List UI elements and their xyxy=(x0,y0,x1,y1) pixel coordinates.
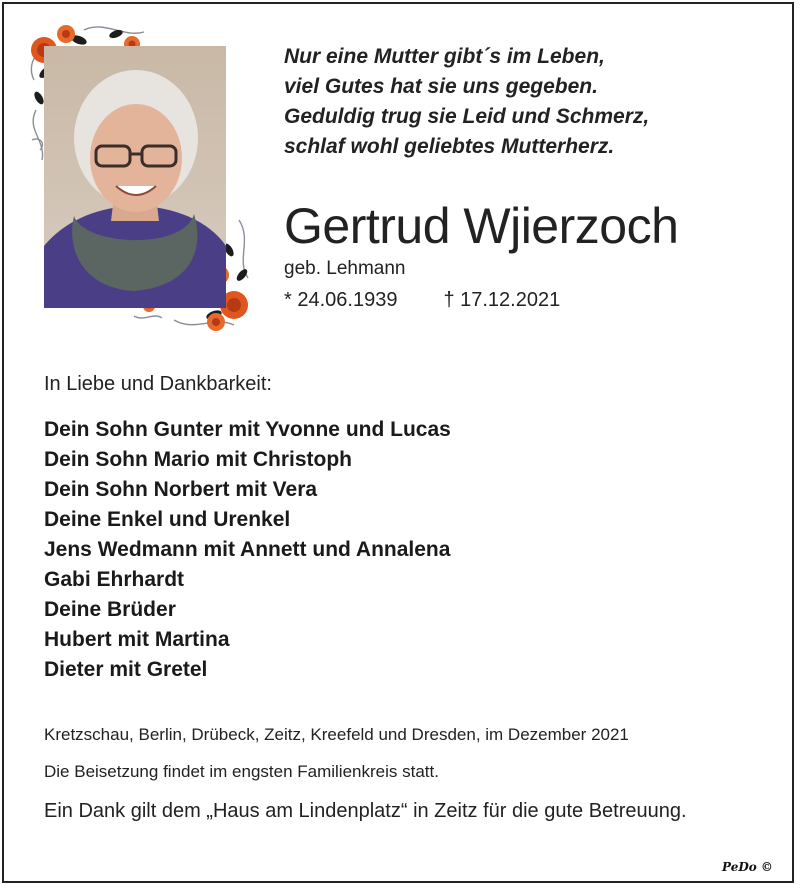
birth-name: geb. Lehmann xyxy=(284,258,406,279)
list-item: Hubert mit Martina xyxy=(44,628,230,651)
life-dates xyxy=(284,289,560,312)
thanks-note: Ein Dank gilt dem „Haus am Lindenplatz“ in Zeitz für die gute Betreuung. xyxy=(44,800,687,822)
list-item: Deine Enkel und Urenkel xyxy=(44,508,291,531)
publisher-signature: PeDo © xyxy=(722,860,773,874)
poem-line: viel Gutes hat sie uns gegeben. xyxy=(284,75,598,98)
memorial-poem xyxy=(284,42,649,162)
birth-date: * 24.06.1939 xyxy=(284,289,398,311)
list-item: Jens Wedmann mit Annett und Annalena xyxy=(44,538,451,561)
deceased-name: Gertrud Wjierzoch xyxy=(284,198,679,254)
list-item: Dein Sohn Norbert mit Vera xyxy=(44,478,318,501)
funeral-note: Die Beisetzung findet im engsten Familienkreis statt. xyxy=(44,762,439,781)
portrait-photo xyxy=(44,46,226,308)
list-item: Dein Sohn Mario mit Christoph xyxy=(44,448,352,471)
dedication-intro: In Liebe und Dankbarkeit: xyxy=(44,373,272,395)
list-item: Dieter mit Gretel xyxy=(44,658,208,681)
portrait-with-roses xyxy=(24,20,254,335)
poem-line: Geduldig trug sie Leid und Schmerz, xyxy=(284,105,650,128)
mourners-list xyxy=(44,415,451,685)
death-date: † 17.12.2021 xyxy=(443,289,561,311)
list-item: Dein Sohn Gunter mit Yvonne und Lucas xyxy=(44,418,451,441)
poem-line: schlaf wohl geliebtes Mutterherz. xyxy=(284,135,615,158)
list-item: Deine Brüder xyxy=(44,598,176,621)
list-item: Gabi Ehrhardt xyxy=(44,568,185,591)
place-and-date: Kretzschau, Berlin, Drübeck, Zeitz, Kreefeld und Dresden, im Dezember 2021 xyxy=(44,725,629,744)
poem-line: Nur eine Mutter gibt´s im Leben, xyxy=(284,45,605,68)
